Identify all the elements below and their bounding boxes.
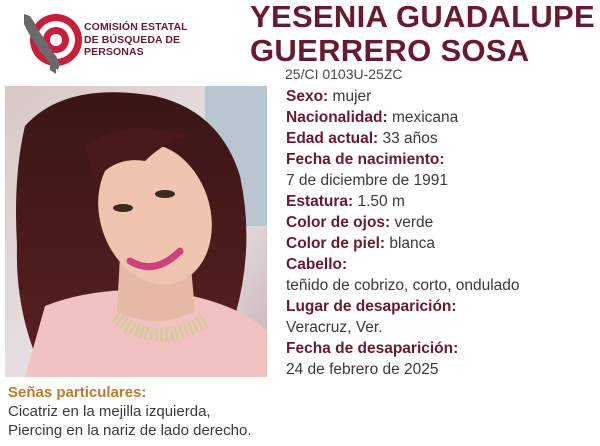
distinguishing-marks-label: Señas particulares: [8,384,147,401]
age-label: Edad actual: [286,130,379,147]
age-row [286,128,596,149]
person-details [286,86,596,380]
nationality-row [286,107,596,128]
commission-name-line2: DE BÚSQUEDA DE [84,33,181,46]
height-value: 1.50 m [357,193,405,210]
sex-label: Sexo: [286,88,329,105]
disappearance-date-label-row [286,338,596,359]
hair-label: Cabello: [286,256,348,273]
distinguishing-marks [8,383,338,440]
disappearance-place-value-row [286,317,596,338]
birthdate-value: 7 de diciembre de 1991 [286,172,449,189]
birthdate-value-row [286,170,596,191]
case-id: 25/CI 0103U-25ZC [285,66,403,82]
eye-color-row [286,212,596,233]
commission-name [84,21,244,59]
nationality-label: Nacionalidad: [286,109,388,126]
commission-logo [14,8,244,78]
disappearance-place-label: Lugar de desaparición: [286,298,457,315]
sex-row [286,86,596,107]
disappearance-place-value: Veracruz, Ver. [286,319,383,336]
disappearance-date-value: 24 de febrero de 2025 [286,361,439,378]
person-name-line1: YESENIA GUADALUPE [250,0,595,34]
birthdate-label-row [286,149,596,170]
sex-value: mujer [332,88,372,105]
height-row [286,191,596,212]
nationality-value: mexicana [391,109,459,126]
person-photo [5,86,267,377]
veracruz-map-pin-icon [14,8,84,78]
skin-color-label: Color de piel: [286,235,386,252]
skin-color-value: blanca [389,235,436,252]
distinguishing-marks-line2: Piercing en la nariz de lado derecho. [8,422,252,439]
disappearance-date-label: Fecha de desaparición: [286,340,459,357]
disappearance-date-value-row [286,359,596,380]
age-value: 33 años [382,130,438,147]
skin-color-row [286,233,596,254]
person-name [250,0,595,68]
person-name-line2: GUERRERO SOSA [250,33,530,68]
disappearance-place-label-row [286,296,596,317]
hair-label-row [286,254,596,275]
eye-color-label: Color de ojos: [286,214,391,231]
commission-name-line1: COMISIÓN ESTATAL [84,21,188,33]
hair-value-row [286,275,596,296]
portrait-illustration [5,86,267,377]
hair-value: teñido de cobrizo, corto, ondulado [286,277,520,294]
commission-name-line3: PERSONAS [84,46,144,58]
birthdate-label: Fecha de nacimiento: [286,151,445,168]
distinguishing-marks-line1: Cicatriz en la mejilla izquierda, [8,403,211,420]
height-label: Estatura: [286,193,354,210]
eye-color-value: verde [394,214,434,231]
